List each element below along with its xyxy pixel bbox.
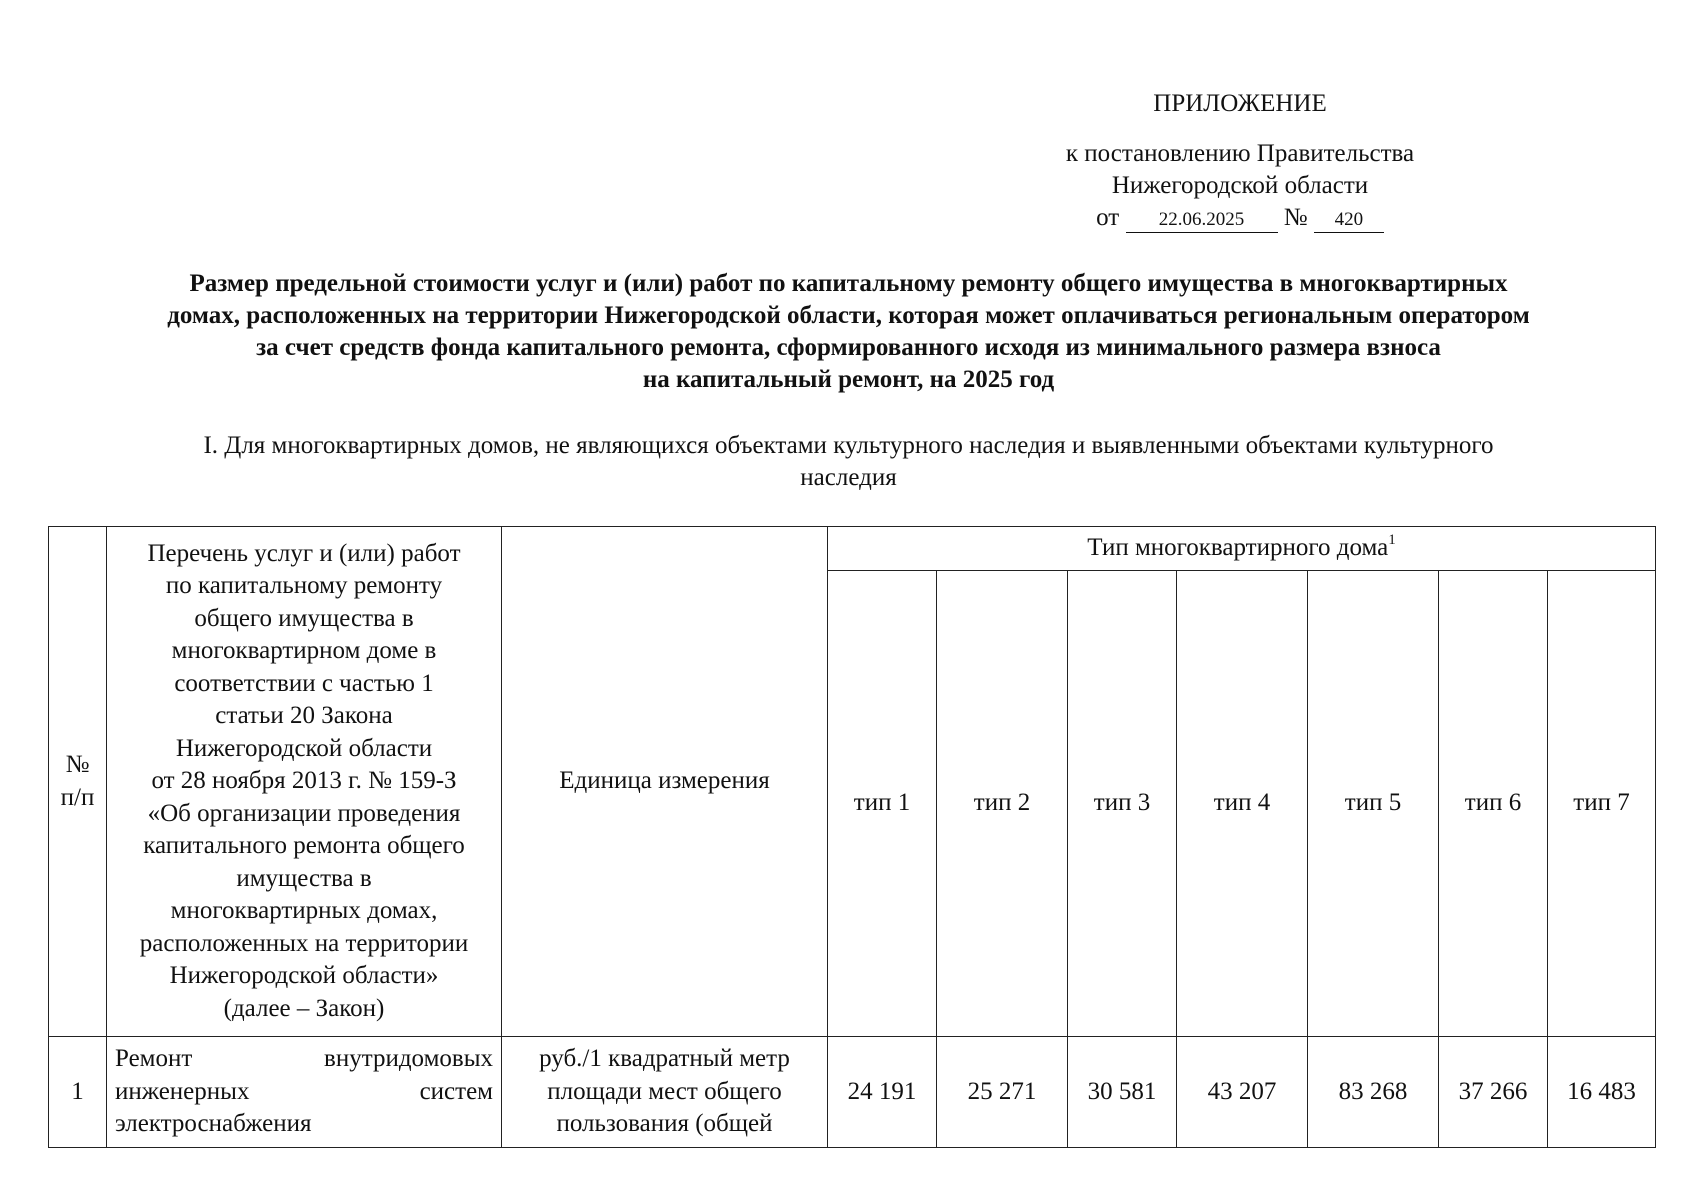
section-heading	[100, 430, 1597, 494]
header-num-line-1: №	[65, 751, 90, 778]
row-unit-line: пользования (общей	[556, 1110, 773, 1137]
number-label: №	[1283, 204, 1308, 231]
value-type-5: 83 268	[1308, 1037, 1439, 1148]
header-type-5: тип 5	[1308, 571, 1439, 1037]
header-unit: Единица измерения	[502, 527, 828, 1037]
table-header-row	[49, 527, 1656, 571]
row-desc-word: систем	[419, 1077, 493, 1105]
header-type-3: тип 3	[1068, 571, 1177, 1037]
header-list-line: соответствии с частью 1	[174, 669, 434, 697]
header-list-line: общего имущества в	[194, 604, 414, 632]
header-list-line: Нижегородской области	[175, 734, 433, 762]
title-line-3: за счет средств фонда капитального ремонта, сформированного исходя из минимального размера взноса	[256, 334, 1441, 361]
header-list-line: многоквартирном доме в	[171, 637, 437, 665]
row-desc-line	[115, 1043, 493, 1076]
header-list-line: по капитальному ремонту	[165, 572, 443, 600]
appendix-date-line	[1000, 202, 1480, 234]
header-list-line: имущества в	[236, 864, 372, 892]
from-label: от	[1096, 204, 1120, 231]
header-list-line: (далее – Закон)	[223, 994, 385, 1022]
section-line-1: I. Для многоквартирных домов, не являющихся объектами культурного наследия и выявленными объектами культурного	[203, 432, 1494, 459]
value-type-3: 30 581	[1068, 1037, 1177, 1148]
header-type-4: тип 4	[1177, 571, 1308, 1037]
decree-number: 420	[1314, 208, 1384, 233]
header-list-line: от 28 ноября 2013 г. № 159-З	[151, 767, 457, 795]
appendix-heading: ПРИЛОЖЕНИЕ	[1153, 90, 1327, 117]
document-title	[60, 268, 1637, 396]
row-unit	[502, 1037, 828, 1148]
header-list-line: расположенных на территории	[139, 929, 469, 957]
title-line-1: Размер предельной стоимости услуг и (или) работ по капитальному ремонту общего имущества в многоквартирных	[189, 270, 1508, 297]
header-type-7: тип 7	[1548, 571, 1656, 1037]
appendix-line-1: к постановлению Правительства	[1065, 140, 1415, 167]
header-list	[107, 527, 502, 1037]
row-desc-line	[115, 1076, 493, 1109]
header-num-line-2: п/п	[60, 783, 95, 811]
header-list-line: Нижегородской области»	[169, 962, 439, 990]
header-type-group-label: Тип многоквартирного дома	[1087, 534, 1389, 562]
footnote-marker: 1	[1388, 531, 1396, 548]
header-list-line: статьи 20 Закона	[215, 702, 393, 730]
row-num: 1	[49, 1037, 107, 1148]
row-unit-line: руб./1 квадратный метр	[539, 1045, 790, 1072]
value-type-6: 37 266	[1439, 1037, 1548, 1148]
row-desc-line: электроснабжения	[115, 1110, 312, 1137]
section-line-2: наследия	[800, 464, 897, 491]
appendix-block	[1000, 88, 1480, 234]
value-type-1: 24 191	[828, 1037, 937, 1148]
decree-date: 22.06.2025	[1126, 208, 1278, 233]
row-desc-word: Ремонт	[115, 1045, 193, 1072]
header-type-1: тип 1	[828, 571, 937, 1037]
title-line-4: на капитальный ремонт, на 2025 год	[642, 366, 1055, 393]
value-type-2: 25 271	[937, 1037, 1068, 1148]
row-desc-word: инженерных	[115, 1077, 250, 1105]
header-type-6: тип 6	[1439, 571, 1548, 1037]
header-list-line: Перечень услуг и (или) работ	[147, 539, 461, 567]
header-num	[49, 527, 107, 1037]
row-unit-line: площади мест общего	[547, 1077, 782, 1105]
cost-table	[48, 526, 1656, 1148]
title-line-2: домах, расположенных на территории Нижегородской области, которая может оплачиваться региональным оператором	[167, 302, 1530, 329]
row-desc-word: внутридомовых	[324, 1045, 493, 1072]
header-list-line: капитального ремонта общего	[143, 832, 465, 860]
row-description	[107, 1037, 502, 1148]
value-type-7: 16 483	[1548, 1037, 1656, 1148]
header-list-line: «Об организации проведения	[147, 799, 461, 827]
header-type-group	[828, 527, 1656, 571]
value-type-4: 43 207	[1177, 1037, 1308, 1148]
table-row	[49, 1037, 1656, 1148]
appendix-line-2: Нижегородской области	[1111, 172, 1369, 199]
header-type-2: тип 2	[937, 571, 1068, 1037]
header-list-line: многоквартирных домах,	[170, 897, 438, 925]
